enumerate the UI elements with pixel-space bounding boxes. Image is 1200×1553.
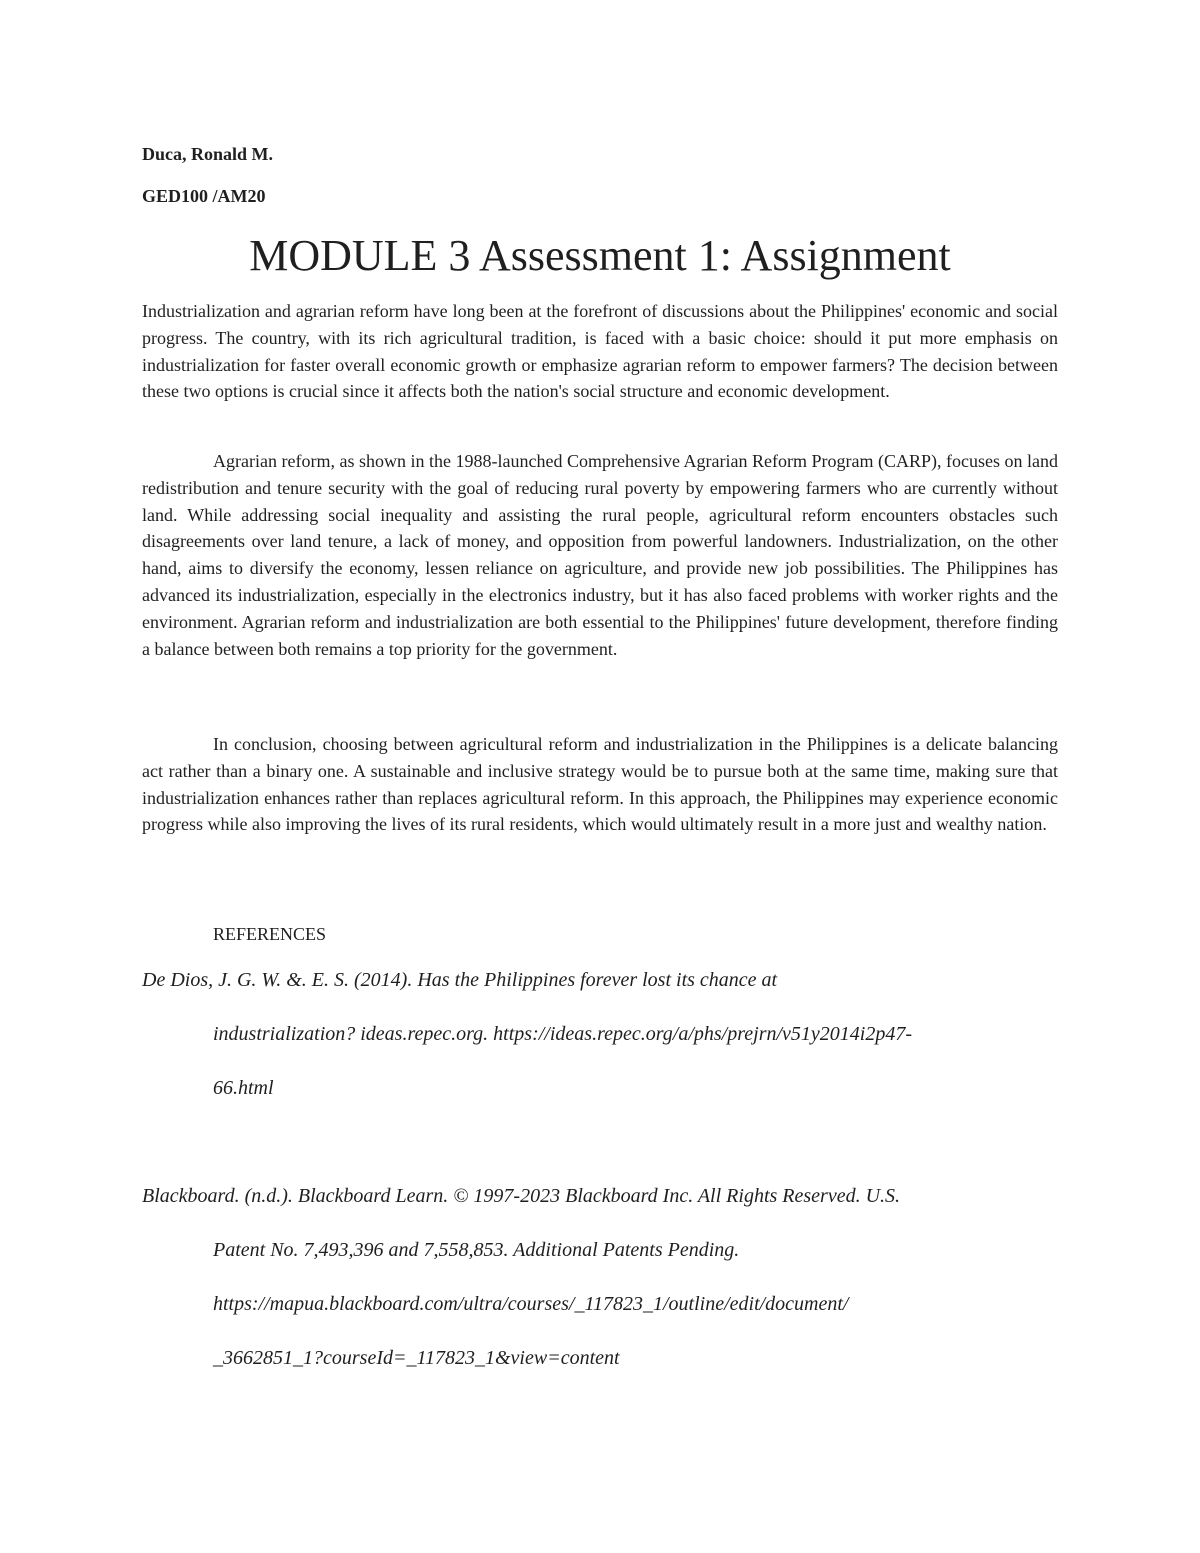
author-name: Duca, Ronald M. xyxy=(142,144,274,164)
reference-entry xyxy=(142,965,1058,1127)
reference-line: https://mapua.blackboard.com/ultra/courses/_117823_1/outline/edit/document/ xyxy=(213,1293,849,1315)
reference-line: De Dios, J. G. W. &. E. S. (2014). Has the Philippines forever lost its chance at xyxy=(142,969,778,991)
document-title: MODULE 3 Assessment 1: Assignment xyxy=(249,231,951,280)
reference-line: 66.html xyxy=(213,1077,274,1099)
references-heading: REFERENCES xyxy=(213,924,327,944)
reference-line: Patent No. 7,493,396 and 7,558,853. Additional Patents Pending. xyxy=(213,1239,740,1261)
course-code: GED100 /AM20 xyxy=(142,186,266,206)
reference-line: Blackboard. (n.d.). Blackboard Learn. © 1997-2023 Blackboard Inc. All Rights Reserved. U.S. xyxy=(142,1185,901,1207)
paragraph-intro: Industrialization and agrarian reform have long been at the forefront of discussions about the Philippines' economic and social progress. The country, with its rich agricultural tradition, is faced with a basic choice: should it put more emphasis on industrialization for faster overall economic growth or emphasize agrarian reform to empower farmers? The decision between these two options is crucial since it affects both the nation's social structure and economic development. xyxy=(142,301,1058,402)
reference-entry xyxy=(142,1181,1058,1397)
paragraph-body: Agrarian reform, as shown in the 1988-launched Comprehensive Agrarian Reform Program (CARP), focuses on land redistribution and tenure security with the goal of reducing rural poverty by empowering farmers who are currently without land. While addressing social inequality and assisting the rural people, agricultural reform encounters obstacles such disagreements over land tenure, a lack of money, and opposition from powerful landowners. Industrialization, on the other hand, aims to diversify the economy, lessen reliance on agriculture, and provide new job possibilities. The Philippines has advanced its industrialization, especially in the electronics industry, but it has also faced problems with worker rights and the environment. Agrarian reform and industrialization are both essential to the Philippines' future development, therefore finding a balance between both remains a top priority for the government. xyxy=(142,451,1058,659)
reference-line: _3662851_1?courseId=_117823_1&view=content xyxy=(213,1347,620,1369)
reference-line: industrialization? ideas.repec.org. https://ideas.repec.org/a/phs/prejrn/v51y2014i2p47- xyxy=(213,1023,913,1045)
paragraph-conclusion: In conclusion, choosing between agricultural reform and industrialization in the Philippines is a delicate balancing act rather than a binary one. A sustainable and inclusive strategy would be to pursue both at the same time, making sure that industrialization enhances rather than replaces agricultural reform. In this approach, the Philippines may experience economic progress while also improving the lives of its rural residents, which would ultimately result in a more just and wealthy nation. xyxy=(142,734,1058,835)
